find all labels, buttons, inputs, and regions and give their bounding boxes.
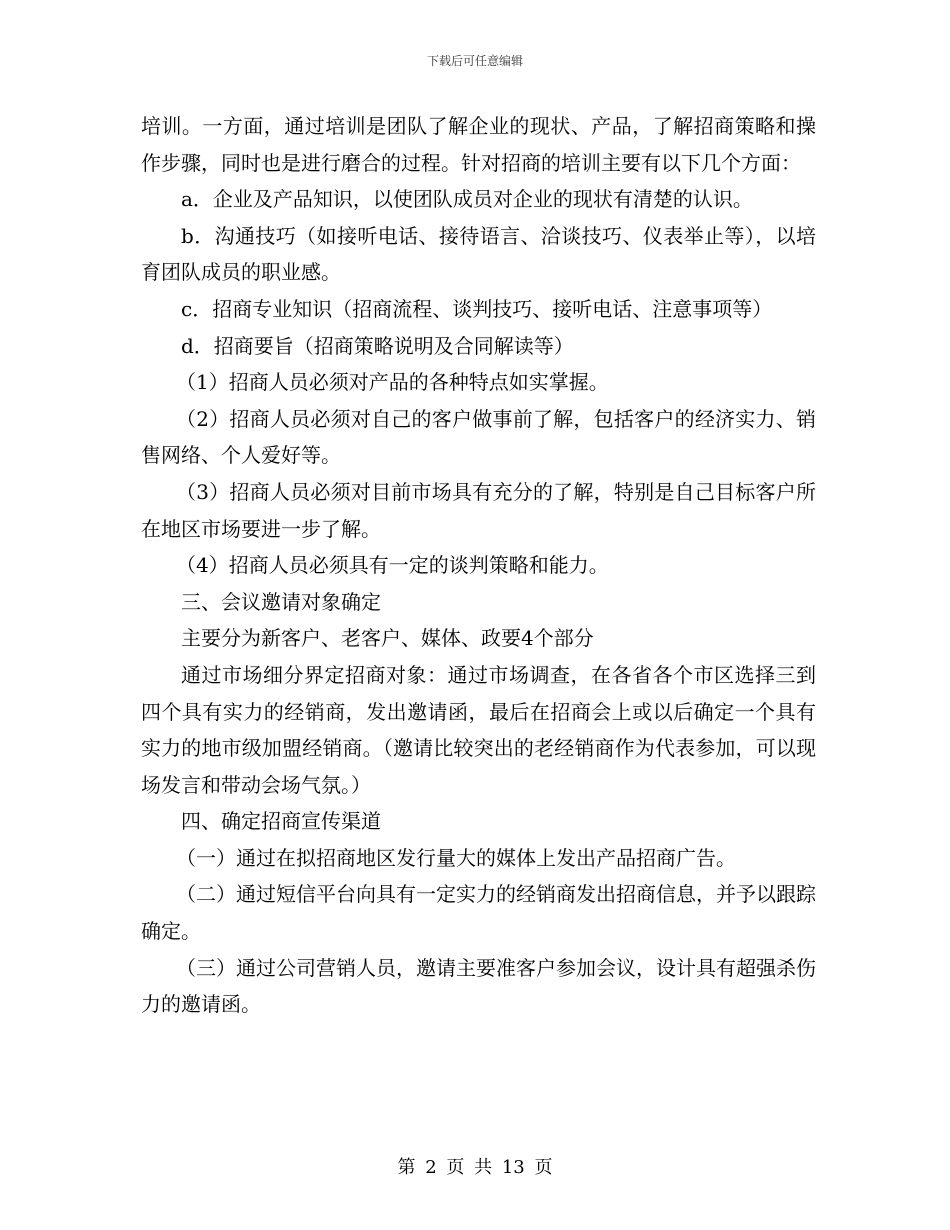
- section-heading-4: 四、确定招商宣传渠道: [181, 809, 381, 834]
- paragraph-training-intro: 培训。一方面，通过培训是团队了解企业的现状、产品，了解招商策略和操作步骤，同时也是进行磨合的过程。针对招商的培训主要有以下几个方面：: [141, 114, 816, 175]
- document-body: [141, 108, 816, 1023]
- paragraph-subitem-4: （4）招商人员必须具有一定的谈判策略和能力。: [176, 553, 609, 578]
- paragraph-channel-3: （三）通过公司营销人员，邀请主要准客户参加会议，设计具有超强杀伤力的邀请函。: [141, 955, 816, 1017]
- paragraph-subitem-3: （3）招商人员必须对目前市场具有充分的了解，特别是自己目标客户所在地区市场要进一步了解。: [141, 479, 816, 541]
- paragraph-subitem-1: （1）招商人员必须对产品的各种特点如实掌握。: [176, 370, 609, 395]
- paragraph-item-d: d．招商要旨（招商策略说明及合同解读等）: [181, 333, 574, 358]
- paragraph-channel-2: （二）通过短信平台向具有一定实力的经销商发出招商信息，并予以跟踪确定。: [141, 882, 816, 944]
- section-heading-3: 三、会议邀请对象确定: [181, 589, 381, 614]
- paragraph-market-segmentation: 通过市场细分界定招商对象：通过市场调查，在各省各个市区选择三到四个具有实力的经销商，发出邀请函，最后在招商会上或以后确定一个具有实力的地市级加盟经销商。（邀请比较突出的老经销商作为代表参加，可以现场发言和带动会场气氛。）: [141, 662, 816, 797]
- paragraph-item-b: b．沟通技巧（如接听电话、接待语言、洽谈技巧、仪表举止等），以培育团队成员的职业感。: [141, 223, 816, 285]
- paragraph-invitees: 主要分为新客户、老客户、媒体、政要4个部分: [181, 626, 594, 651]
- paragraph-item-a: a．企业及产品知识，以使团队成员对企业的现状有清楚的认识。: [181, 187, 753, 212]
- page-header-note: 下载后可任意编辑: [426, 54, 523, 68]
- paragraph-subitem-2: （2）招商人员必须对自己的客户做事前了解，包括客户的经济实力、销售网络、个人爱好等。: [141, 406, 816, 468]
- page-number-footer: 第 2 页 共 13 页: [397, 1157, 553, 1178]
- paragraph-item-c: c．招商专业知识（招商流程、谈判技巧、接听电话、注意事项等）: [181, 296, 773, 321]
- paragraph-channel-1: （一）通过在拟招商地区发行量大的媒体上发出产品招商广告。: [176, 845, 736, 870]
